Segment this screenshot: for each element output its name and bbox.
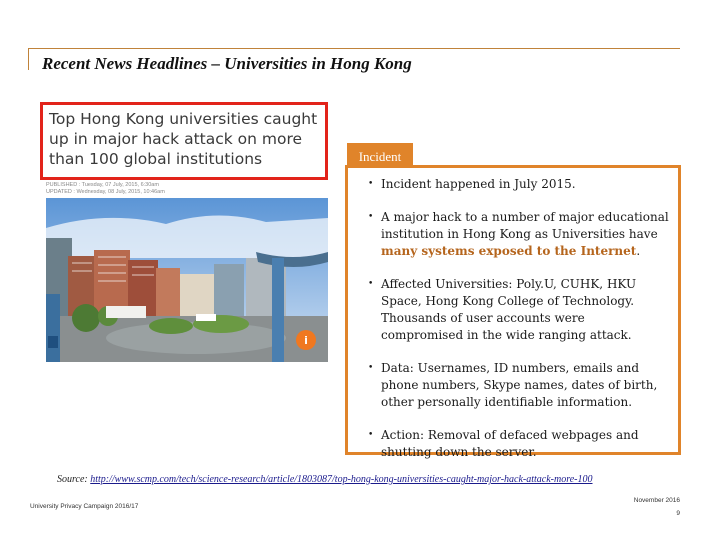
bullet-text: Incident happened in July 2015.: [381, 177, 576, 191]
news-photo: [46, 198, 328, 362]
incident-bullet: [348, 176, 678, 193]
news-headline: Top Hong Kong universities caught up in major hack attack on more than 100 global institutions: [49, 110, 318, 168]
title-frame-top: [28, 48, 680, 49]
news-dates: [46, 182, 165, 196]
bullet-text: Affected Universities: Poly.U, CUHK, HKU Space, Hong Kong College of Technology. Thousands of user accounts were compromised in the wide ranging attack.: [381, 277, 637, 342]
photo-info-badge: i: [304, 334, 308, 347]
bullet-text: Action: Removal of defaced webpages and shutting down the server.: [381, 428, 639, 459]
slide-title: Recent News Headlines – Universities in Hong Kong: [42, 54, 412, 73]
bullet-text: Data: Usernames, ID numbers, emails and phone numbers, Skype names, dates of birth, other personally identifiable information.: [381, 361, 658, 409]
incident-bullet: [348, 360, 678, 411]
incident-tab: Incident: [347, 143, 413, 169]
campus-street-photo: [46, 198, 328, 362]
updated-date: UPDATED : Wednesday, 08 July, 2015, 10:46am: [46, 189, 165, 195]
incident-bullet: [348, 276, 678, 344]
bullet-marker: •: [368, 430, 374, 440]
source-line: [57, 474, 593, 485]
headline-highlight-box: [40, 102, 328, 180]
page-number: 9: [676, 510, 680, 517]
bullet-marker: •: [368, 179, 374, 189]
incident-bullet-list: [348, 176, 678, 477]
footer-date: November 2016: [633, 497, 680, 504]
news-clipping: [40, 102, 328, 362]
incident-panel: [345, 165, 681, 459]
published-date: PUBLISHED : Tuesday, 07 July, 2015, 6:30am: [46, 182, 159, 188]
bullet-marker: •: [368, 363, 374, 373]
bullet-text-end: .: [636, 244, 641, 258]
bullet-text: A major hack to a number of major educational institution in Hong Kong as Universities have: [381, 210, 669, 241]
incident-bullet: [348, 209, 678, 260]
source-link[interactable]: http://www.scmp.com/tech/science-research/article/1803087/top-hong-kong-universities-caught-major-hack-attack-more-100: [90, 474, 593, 485]
bullet-marker: •: [368, 212, 374, 222]
footer-campaign: University Privacy Campaign 2016/17: [30, 503, 139, 510]
source-label: Source:: [57, 474, 88, 485]
title-frame-left: [28, 48, 29, 70]
incident-bullet: [348, 427, 678, 461]
bullet-emphasis: many systems exposed to the Internet: [381, 244, 637, 258]
bullet-marker: •: [368, 279, 374, 289]
